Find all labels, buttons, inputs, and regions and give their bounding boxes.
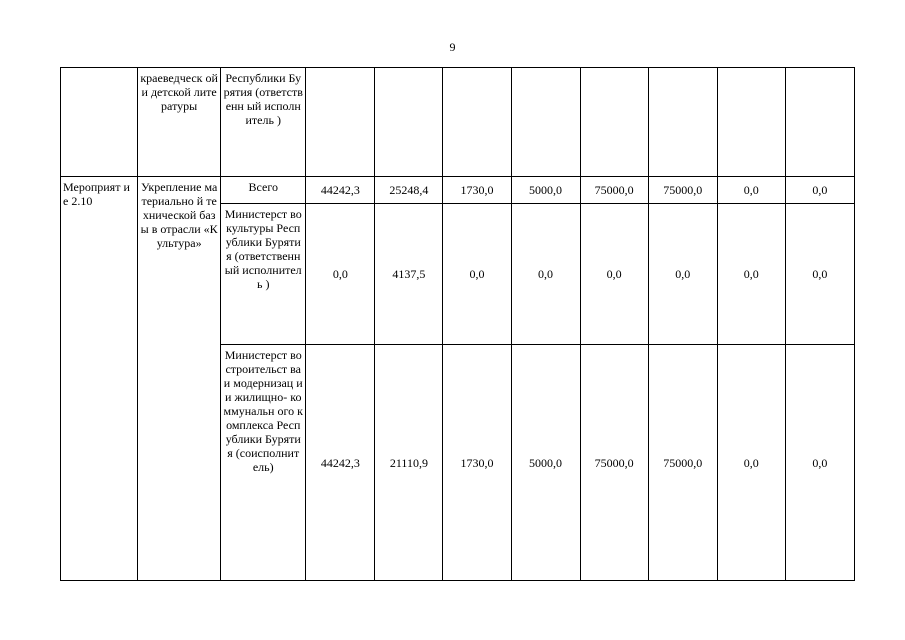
value-cell: 0,0 [306,204,375,345]
value-cell [717,68,785,177]
value-cell [580,68,648,177]
value-cell: 1730,0 [443,345,511,581]
value-cell: 0,0 [717,345,785,581]
value-cell [511,68,580,177]
value-cell: 0,0 [580,204,648,345]
value-cell [648,68,717,177]
event-name-cell: Укрепление материально й технической базы в отрасли «Культура» [138,177,221,581]
value-cell [785,68,854,177]
value-cell: 4137,5 [375,204,443,345]
value-cell: 1730,0 [443,177,511,204]
budget-table [60,67,855,581]
value-cell [306,68,375,177]
event-cell: Мероприят ие 2.10 [61,177,138,581]
value-cell: 21110,9 [375,345,443,581]
value-cell: 0,0 [785,204,854,345]
page-number: 9 [449,40,456,54]
value-cell: 5000,0 [511,177,580,204]
value-cell [443,68,511,177]
value-cell: 0,0 [648,204,717,345]
event-name-cell: краеведческ ой и детской литературы [138,68,221,177]
value-cell: 5000,0 [511,345,580,581]
value-cell: 0,0 [785,345,854,581]
value-cell: 75000,0 [648,345,717,581]
executor-cell: Республики Бурятия (ответственн ый исполнитель ) [221,68,306,177]
value-cell: 0,0 [717,177,785,204]
value-cell [375,68,443,177]
value-cell: 0,0 [443,204,511,345]
value-cell: 0,0 [785,177,854,204]
value-cell: 75000,0 [580,177,648,204]
table-row [61,177,855,204]
executor-cell: Всего [221,177,306,204]
table-row [61,68,855,177]
executor-cell: Министерст во строительст ва и модернизац ии жилищно- коммунальн ого комплекса Республики Бурятия (соисполнит ель) [221,345,306,581]
value-cell: 44242,3 [306,345,375,581]
value-cell: 0,0 [511,204,580,345]
value-cell: 44242,3 [306,177,375,204]
event-cell [61,68,138,177]
value-cell: 75000,0 [648,177,717,204]
value-cell: 75000,0 [580,345,648,581]
value-cell: 25248,4 [375,177,443,204]
executor-cell: Министерст во культуры Республики Бурятия (ответственн ый исполнитель ) [221,204,306,345]
value-cell: 0,0 [717,204,785,345]
